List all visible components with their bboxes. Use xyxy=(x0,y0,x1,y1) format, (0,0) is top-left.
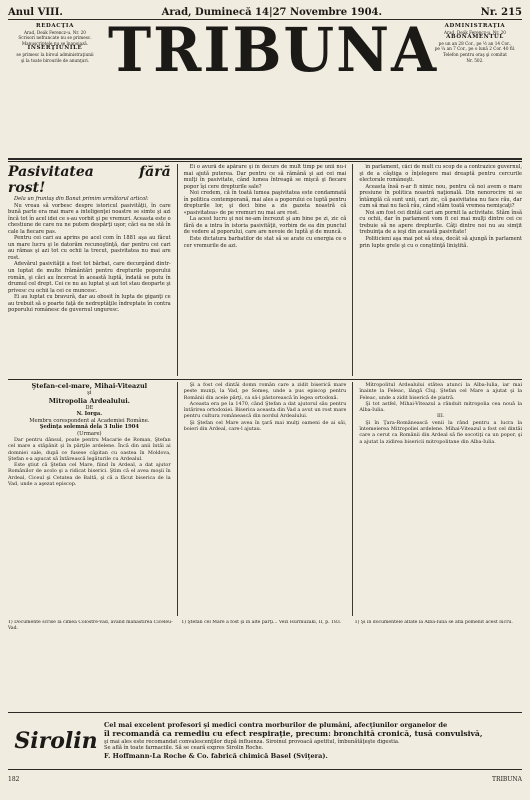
lead-paragraph: Pentru cei cari au aprins pe acel com în 1881 aşa au făcut un mare lucru şi le datorăm recunoştinţă, dar pentru cei cari au rămas şi azi tot cu ochii la trecut, pasivitatea nu mai are rost. xyxy=(8,235,171,261)
administration-line: pe un an 28 Cor., pe ½ an 14 Cor., xyxy=(438,40,512,46)
feuilleton-by: DE xyxy=(85,404,94,411)
footnotes xyxy=(8,620,522,706)
feuilleton-column-3 xyxy=(359,382,522,616)
footnote: 1) Documente scrise la cimea Colostre-Vad, având mănăstirea Ciceleu-Vad. xyxy=(8,620,173,631)
ad-line: îl recomandă ca remediu cu efect respiraţie, precum: bronchită cronică, tusă convulsivă, xyxy=(104,728,483,738)
administration-line: pe ¼ an 7 Cor., pe o lună 2 Cor. 40 fil. xyxy=(434,46,516,52)
redaction-line: Arad, Deák Ferencz-u. Nr. 20 xyxy=(24,29,86,35)
column-divider xyxy=(177,164,178,376)
administration-line: ABONAMENTUL xyxy=(446,34,504,41)
middle-paragraph: La acest lucru şi noi ne-am încrezut şi am bine pe zi, zic că fără de a intra în istoria pasivităţii, vorbim de ea din punctul de vedere al poporului, care are nevoie de luptă şi de muncă. xyxy=(183,216,347,236)
lead-paragraph: Ei au luptat cu bravură, dar au obosit în lupta de giganţi ce au trebuit să o poarte faţă de nedreptăţile îndreptate în contra poporului românesc de guvernul unguresc. xyxy=(8,294,171,314)
masthead-rule-thin xyxy=(8,161,522,162)
middle-paragraph: Noi credem, că în toată lumea paşivitatea este condamnată în politica contemporană, mai ales a poporului ce luptă pentru drepturile lor, şi deci bine a zis gazeta noastră că «pasivitatea» de pe vremuri nu mai are rost. xyxy=(183,190,347,216)
column-divider xyxy=(177,382,178,616)
dateline: Arad, Duminecă 14|27 Novembre 1904. xyxy=(161,6,382,18)
redaction-line: Scrisori nefrancate nu se primesc. xyxy=(18,35,92,41)
right-column xyxy=(359,164,522,376)
feuilleton-session: Şedinţa solemnă dela 3 Iulie 1904 xyxy=(39,424,139,430)
right-paragraph: Aceasta însă n-ar fi nimic nou, pentru că noi avem o mare presiune în politica noastră naţională. Din nenorocire ni se întâmplă că sunt unii, cari zic, că pasivitatea nu face rău, dar cum să mai nu facă rău, când stăm toată vremea nemişcaţi? xyxy=(359,183,523,210)
feuilleton-paragraph: Dar pentru dânsul, poate pentru Macarie de Roman, Ştefan cel mare a stăpânit şi în părţile ardelene. Încă din anii întâi ai domniei sale, după ce fusese căpitan cu oastea în Moldova, Ştefan s-a apucat să întărească legăturile cu Ardealul. xyxy=(8,437,171,462)
lead-intro: Dela un fruntaş din Banat primim următorul articol: xyxy=(14,196,149,202)
redaction-line: Manuscriptele nu se înapoiază. xyxy=(21,40,89,46)
front-columns xyxy=(8,164,522,376)
footer xyxy=(8,776,522,783)
redaction-heading: REDACŢIA xyxy=(36,23,74,29)
masthead-rule xyxy=(8,158,522,160)
feuilleton-column-1 xyxy=(8,382,171,616)
column-divider xyxy=(352,164,353,376)
masthead xyxy=(8,14,522,86)
right-paragraph: Noi am fost cei dintâi cari am pornit la activitate. Stăm însă cu ochii, dar în parlament vom fi cei mai mulţi dintre cei ce trebuie să ne apere drepturile. Câţi dintre noi nu au simţit trebuinţa de a ieşi din această pasivitate! xyxy=(359,209,523,236)
middle-column xyxy=(184,164,347,376)
section-numeral: III. xyxy=(437,413,445,420)
feuilleton-paragraph: Şi în Ţara-Românească venii la rând pentru a lucra la întemeierea Mitropoliei ardelene. Mihai-Viteazul a fost cel dintâi care a cerut ca Românii din Ardeal să fie socotiţi ca un popor, şi a ajutat la zidirea bisericii mitropolitane din Alba-Iulia. xyxy=(359,419,523,445)
lead-paragraph: Nu vreau să vorbesc despre istoricul pasivităţii, în care bună parte era mai mare a inteligenţei noastre se simte şi azi încă tot în acel idei ce s-au vorbit şi pe vremuri. Aceasta este o chestiune de care nu ne putem despărţi uşor, căci ea ne stă în cale la fiecare pas. xyxy=(8,202,171,235)
footer-left: 182 xyxy=(8,776,20,783)
footer-right: TRIBUNA xyxy=(492,776,522,783)
feuilleton-rule xyxy=(8,379,522,380)
administration-line: Telefon pentru oraş şi comitat xyxy=(443,51,507,57)
redaction-box xyxy=(8,24,102,63)
ad-line: F. Hoffmann-La Roche & Co. fabrică chimică Basel (Sviţera). xyxy=(104,752,328,761)
middle-paragraph: Ei o avură de apărare şi în decurs de mult timp pe unii nu-i mai ajută puterea. Dar pentru ce să rămână şi azi cei mai mulţi în pasivitate, când lumea întreagă se mişcă şi fiecare popor îşi cere drepturile sale? xyxy=(183,164,347,190)
feuilleton-paragraph: Aceasta era pe la 1470, când Ştefan a dat ajutorul său pentru întărirea ortodoxiei. Biserica aceasta din Vad a avut un rost mare pentru cultura românească din nordul Ardealului. xyxy=(183,400,347,420)
sirolin-advertisement xyxy=(8,712,522,770)
middle-paragraph: Este dictatura barbatilor de stat să se arate cu energia ce o cer vremurile de azi. xyxy=(183,236,347,249)
administration-box xyxy=(428,24,522,63)
feuilleton-paragraph: Mitropolitul Ardealului stătea atunci la Alba-Iulia, iar mai înainte la Feleac, lângă Cluj. Ştefan cel Mare a ajutat şi la Feleac, unde a zidit biserică de piatră. xyxy=(359,382,523,401)
column-divider xyxy=(352,382,353,616)
redaction-line: şi la toate birourile de anunţuri. xyxy=(20,57,90,63)
ad-line: Cel mai excelent profesori şi medici contra morburilor de plumâni, afecţiunilor organelor de xyxy=(104,721,448,730)
ad-brand: Sirolin xyxy=(14,728,98,754)
footnote: 1) Şi în documentele aflate la Alba-Iulia se află pomenit acest lucru. xyxy=(354,620,513,625)
administration-line: Arad, Deák Ferencz-u. Nr. 20 xyxy=(444,29,506,35)
ad-copy xyxy=(104,721,522,760)
ad-line: Se află în toate farmaciile. Să se ceară expres Sirolin Roche. xyxy=(104,745,264,752)
year-label: Anul VIII. xyxy=(8,6,63,18)
footnote: 1) Ştefan cel Mare a fost şi în alte părţi... Vezi Hurmuzaki, II, p. 183. xyxy=(181,620,342,625)
lead-column xyxy=(8,164,171,376)
feuilleton-paragraph: Este ştiut că Ştefan cel Mare, fiind în Ardeal, a dat ajutor Românilor de acolo şi a ridicat biserici. Ştim că el avea moşii în Ardeal, Ciceul şi Cetatea de Baltă, şi că a făcut biserica de la Vad, unde a aşezat episcop. xyxy=(8,462,171,488)
redaction-line: INSERŢIUNILE xyxy=(27,45,83,52)
feuilleton-subtitle: Mitropolia Ardealului. xyxy=(48,396,130,405)
ad-line: şi mai ales este recomandat convalescenţilor după influenza. Siroinul provoacă apetitul, îmbunătăţeşte digestia. xyxy=(104,738,400,745)
lead-headline: Pasivitatea fără rost! xyxy=(8,164,171,196)
right-paragraph: în parlament, căci de mult cu scop de a contrazice guvernul, şi de a câştiga o înţelegere mai dreaptă pentru cercurile electorale româneşti. xyxy=(359,164,523,184)
feuilleton-paragraph: Şi Ştefan cel Mare avea în ţară mai mulţi oameni de ai săi, boieri din Ardeal, care-l ajutau. xyxy=(183,419,347,433)
feuilleton-tag: (Urmare) xyxy=(77,430,102,437)
lead-paragraph: Adevărul pasivităţii a fost tot bărbat, care decurgând dintr-un luptat de multe frământări pentru drepturile poporului român, şi căci au încercat în această luptă, îndată se putu în drumul cel drept. Cei ce nu au luptat şi azi tot stau deoparte şi privesc cu ochii la cei ce muncesc. xyxy=(8,261,171,294)
administration-heading: ADMINISTRAŢIA xyxy=(444,23,506,29)
feuilleton-and: şi xyxy=(87,390,92,396)
masthead-title: TRIBUNA xyxy=(108,14,439,86)
feuilleton-author: N. Iorga. xyxy=(76,411,103,417)
redaction-line: se primesc la biroul administraţiunii xyxy=(16,51,94,57)
feuilleton-note: Membru corespondent al Academiei Române. xyxy=(29,417,150,424)
feuilleton-title: Ştefan-cel-mare, Mihai-Viteazul xyxy=(31,382,148,390)
feuilleton-paragraph: Şi a fost cel dintâi domn român care a zidit biserică mare peste munţi, la Vad, pe Someş, unde a pus episcop pentru Românii din acele părţi, ca să-i păstorească în legea ortodoxă. xyxy=(183,382,347,401)
feuilleton-column-2 xyxy=(184,382,347,616)
feuilleton-paragraph: Şi tot astfel, Mihai-Viteazul a rânduit mitropolia cea nouă la Alba-Iulia. xyxy=(359,400,523,414)
feuilleton-columns xyxy=(8,382,522,616)
right-paragraph: Politicieni aşa mai pot să stea, decât să ajungă în parlament prin lupte grele şi cu o conştiinţă liniştită. xyxy=(359,236,523,249)
administration-line: Nr. 502. xyxy=(466,57,484,63)
issue-number: Nr. 215 xyxy=(480,6,522,18)
